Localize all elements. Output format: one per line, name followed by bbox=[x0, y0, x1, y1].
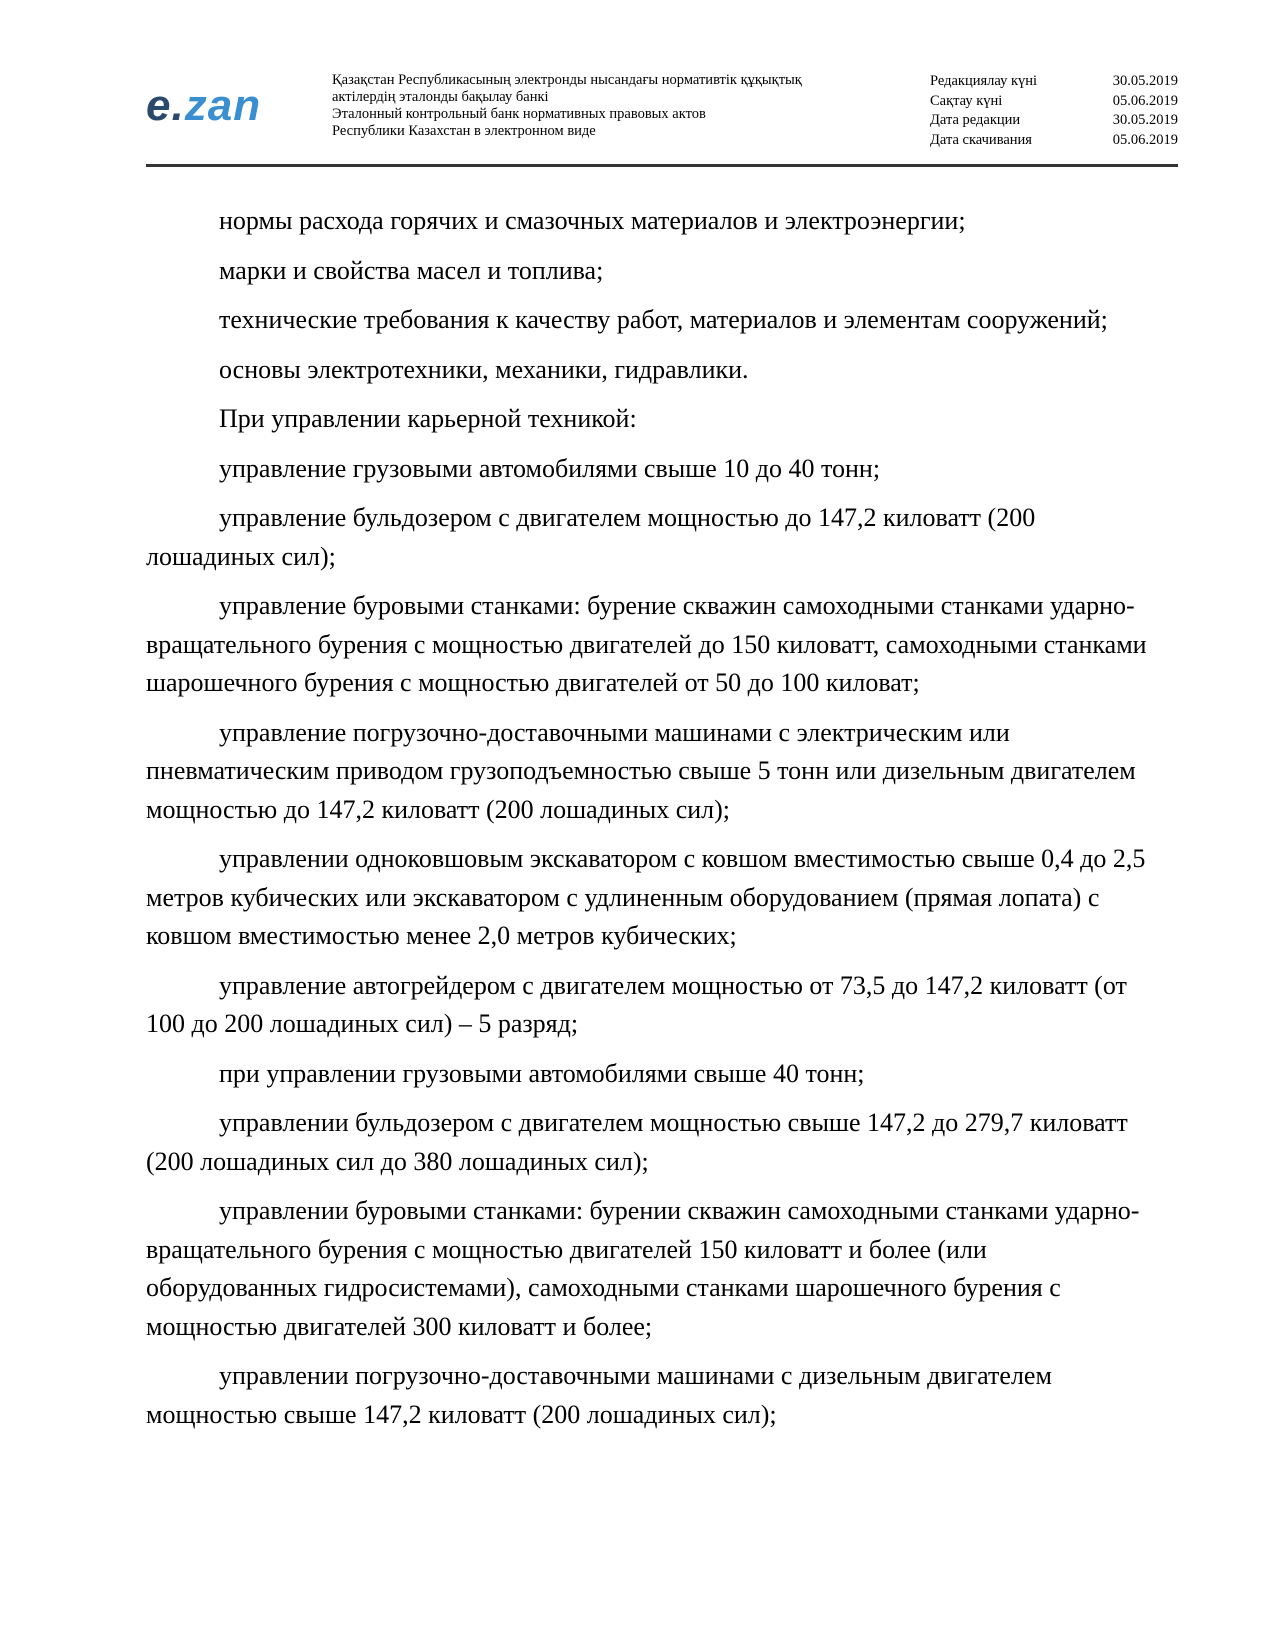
paragraph: При управлении карьерной техникой: bbox=[219, 404, 637, 433]
meta-label: Дата скачивания bbox=[930, 131, 1032, 148]
paragraph: при управлении грузовыми автомобилями свыше 40 тонн; bbox=[219, 1058, 865, 1088]
header-title-line: Қазақстан Республикасының электронды нысандағы нормативтік құқықтық bbox=[332, 72, 802, 88]
document-body bbox=[146, 202, 1160, 1445]
header-meta bbox=[930, 72, 1178, 150]
meta-row-save-date-kz bbox=[930, 92, 1178, 112]
header-title-line: Республики Казахстан в электронном виде bbox=[332, 123, 596, 139]
paragraph: управление грузовыми автомобилями свыше 10 до 40 тонн; bbox=[219, 453, 881, 483]
document-header bbox=[146, 68, 1178, 164]
paragraph: управлении буровыми станками: бурении скважин самоходными станками ударно-вращательного бурения с мощностью двигателей 150 киловатт и более (или оборудованных гидросистемами), самоходными станками шарошечного бурения с мощностью двигателей 300 киловатт и более; bbox=[146, 1196, 1140, 1341]
paragraph: управлении одноковшовым экскаватором с ковшом вместимостью свыше 0,4 до 2,5 метров кубических или экскаватором с удлиненным оборудованием (прямая лопата) с ковшом вместимостью менее 2,0 метров кубических; bbox=[146, 844, 1146, 950]
paragraph: марки и свойства масел и топлива; bbox=[219, 255, 604, 285]
meta-row-download-date-ru bbox=[930, 131, 1178, 151]
paragraph: управление бульдозером с двигателем мощностью до 147,2 киловатт (200 лошадиных сил); bbox=[146, 503, 1036, 571]
paragraph: управление автогрейдером с двигателем мощностью от 73,5 до 147,2 киловатт (от 100 до 200 лошадиных сил) – 5 разряд; bbox=[146, 970, 1127, 1038]
paragraph: управление буровыми станками: бурение скважин самоходными станками ударно-вращательного бурения с мощностью двигателей до 150 киловатт, самоходными станками шарошечного бурения с мощностью двигателей от 50 до 100 киловат; bbox=[146, 591, 1147, 697]
meta-value: 30.05.2019 bbox=[1112, 73, 1178, 89]
header-divider bbox=[146, 164, 1178, 167]
header-title-line: Эталонный контрольный банк нормативных правовых актов bbox=[332, 106, 706, 122]
header-title bbox=[332, 72, 892, 140]
meta-value: 05.06.2019 bbox=[1112, 92, 1178, 109]
meta-label: Дата редакции bbox=[930, 112, 1021, 128]
header-title-line: актілердің эталонды бақылау банкі bbox=[332, 89, 549, 105]
logo-dot: . bbox=[171, 81, 185, 130]
paragraph: управление погрузочно-доставочными машинами с электрическим или пневматическим приводом грузоподъемностью свыше 5 тонн или дизельным двигателем мощностью до 147,2 киловатт (200 лошадиных сил); bbox=[146, 717, 1136, 824]
paragraph: управлении бульдозером с двигателем мощностью свыше 147,2 до 279,7 киловатт (200 лошадиных сил до 380 лошадиных сил); bbox=[146, 1108, 1128, 1176]
paragraph: управлении погрузочно-доставочными машинами с дизельным двигателем мощностью свыше 147,2 киловатт (200 лошадиных сил); bbox=[146, 1361, 1052, 1429]
meta-label: Редакциялау күні bbox=[930, 73, 1038, 89]
meta-row-edit-date-ru bbox=[930, 111, 1178, 131]
meta-value: 30.05.2019 bbox=[1112, 112, 1178, 128]
meta-label: Сақтау күні bbox=[930, 92, 1003, 109]
paragraph: технические требования к качеству работ, материалов и элементам сооружений; bbox=[219, 305, 1108, 334]
logo-e: e bbox=[146, 81, 172, 130]
meta-value: 05.06.2019 bbox=[1112, 131, 1178, 148]
ezan-logo bbox=[146, 81, 262, 130]
logo-zan: zan bbox=[184, 81, 262, 130]
paragraph: основы электротехники, механики, гидравлики. bbox=[219, 354, 749, 384]
meta-row-edit-date-kz bbox=[930, 72, 1178, 92]
paragraph: нормы расхода горячих и смазочных материалов и электроэнергии; bbox=[219, 206, 966, 235]
